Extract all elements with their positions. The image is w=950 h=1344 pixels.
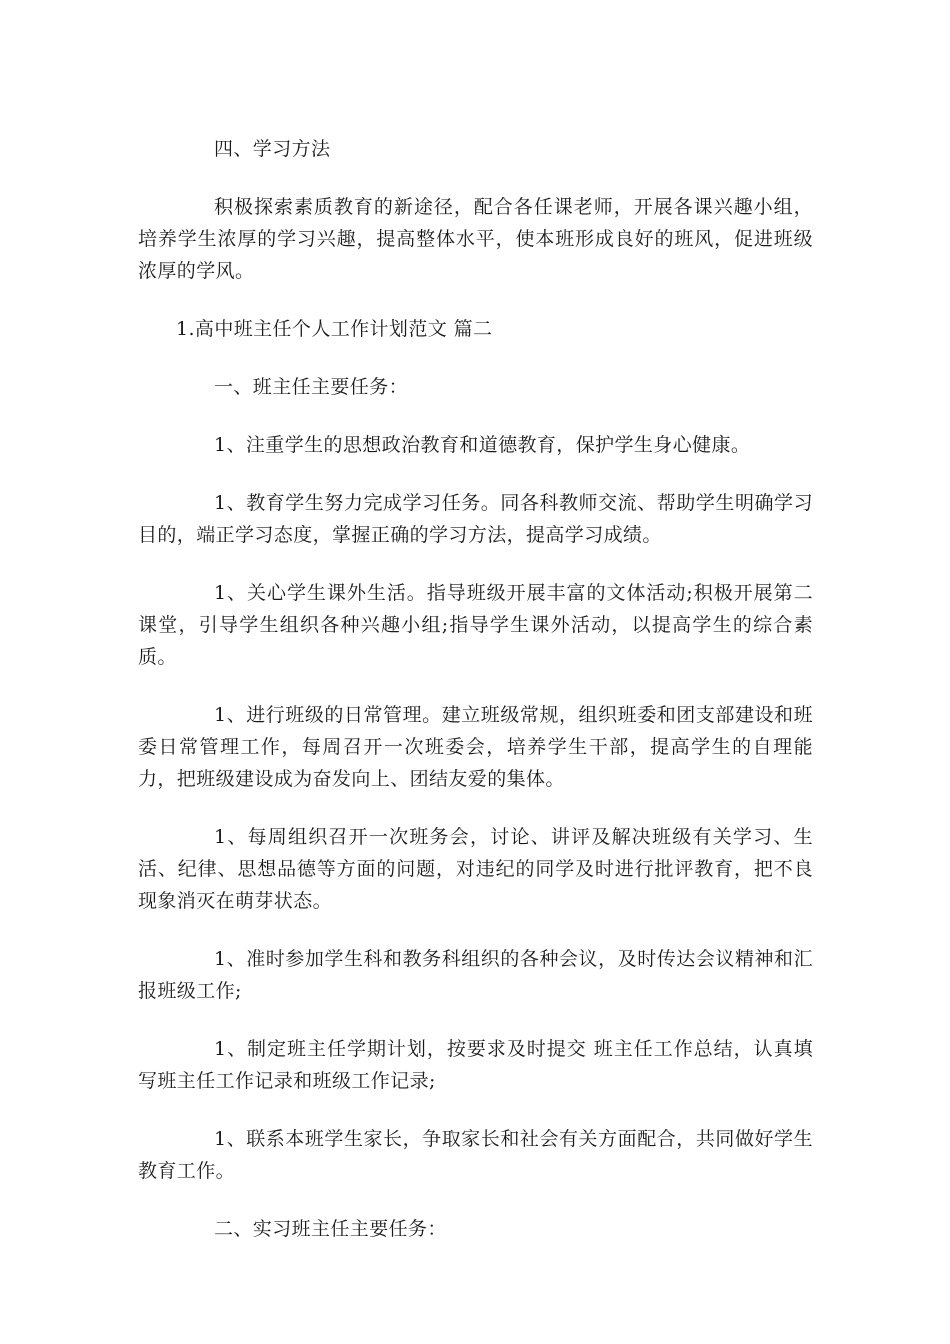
list-item: 1、联系本班学生家长，争取家长和社会有关方面配合，共同做好学生教育工作。 xyxy=(138,1128,813,1182)
list-item: 1、进行班级的日常管理。建立班级常规，组织班委和团支部建设和班委日常管理工作，每周召开一次班委会，培养学生干部，提高学生的自理能力，把班级建设成为奋发向上、团结友爱的集体。 xyxy=(138,704,813,790)
list-item: 1、教育学生努力完成学习任务。同各科教师交流、帮助学生明确学习目的，端正学习态度，掌握正确的学习方法，提高学习成绩。 xyxy=(138,492,813,546)
section-four-heading: 四、学习方法 xyxy=(214,138,331,160)
list-item: 1、制定班主任学期计划，按要求及时提交 班主任工作总结，认真填写班主任工作记录和班级工作记录; xyxy=(138,1038,813,1092)
list-item: 1、每周组织召开一次班务会，讨论、讲评及解决班级有关学习、生活、纪律、思想品德等方面的问题，对违纪的同学及时进行批评教育，把不良现象消灭在萌芽状态。 xyxy=(138,826,813,912)
article-title: 1.高中班主任个人工作计划范文 篇二 xyxy=(176,318,493,340)
list-item: 1、注重学生的思想政治教育和道德教育，保护学生身心健康。 xyxy=(214,434,751,456)
list-item: 1、关心学生课外生活。指导班级开展丰富的文体活动;积极开展第二课堂，引导学生组织各种兴趣小组;指导学生课外活动，以提高学生的综合素质。 xyxy=(138,582,813,668)
part-two-heading: 二、实习班主任主要任务： xyxy=(214,1218,447,1240)
section-four-paragraph: 积极探索素质教育的新途径，配合各任课老师，开展各课兴趣小组，培养学生浓厚的学习兴趣，提高整体水平，使本班形成良好的班风，促进班级浓厚的学风。 xyxy=(138,196,813,282)
part-one-heading: 一、班主任主要任务： xyxy=(214,376,409,398)
list-item: 1、准时参加学生科和教务科组织的各种会议，及时传达会议精神和汇报班级工作; xyxy=(138,948,813,1002)
document-body xyxy=(138,133,813,1271)
